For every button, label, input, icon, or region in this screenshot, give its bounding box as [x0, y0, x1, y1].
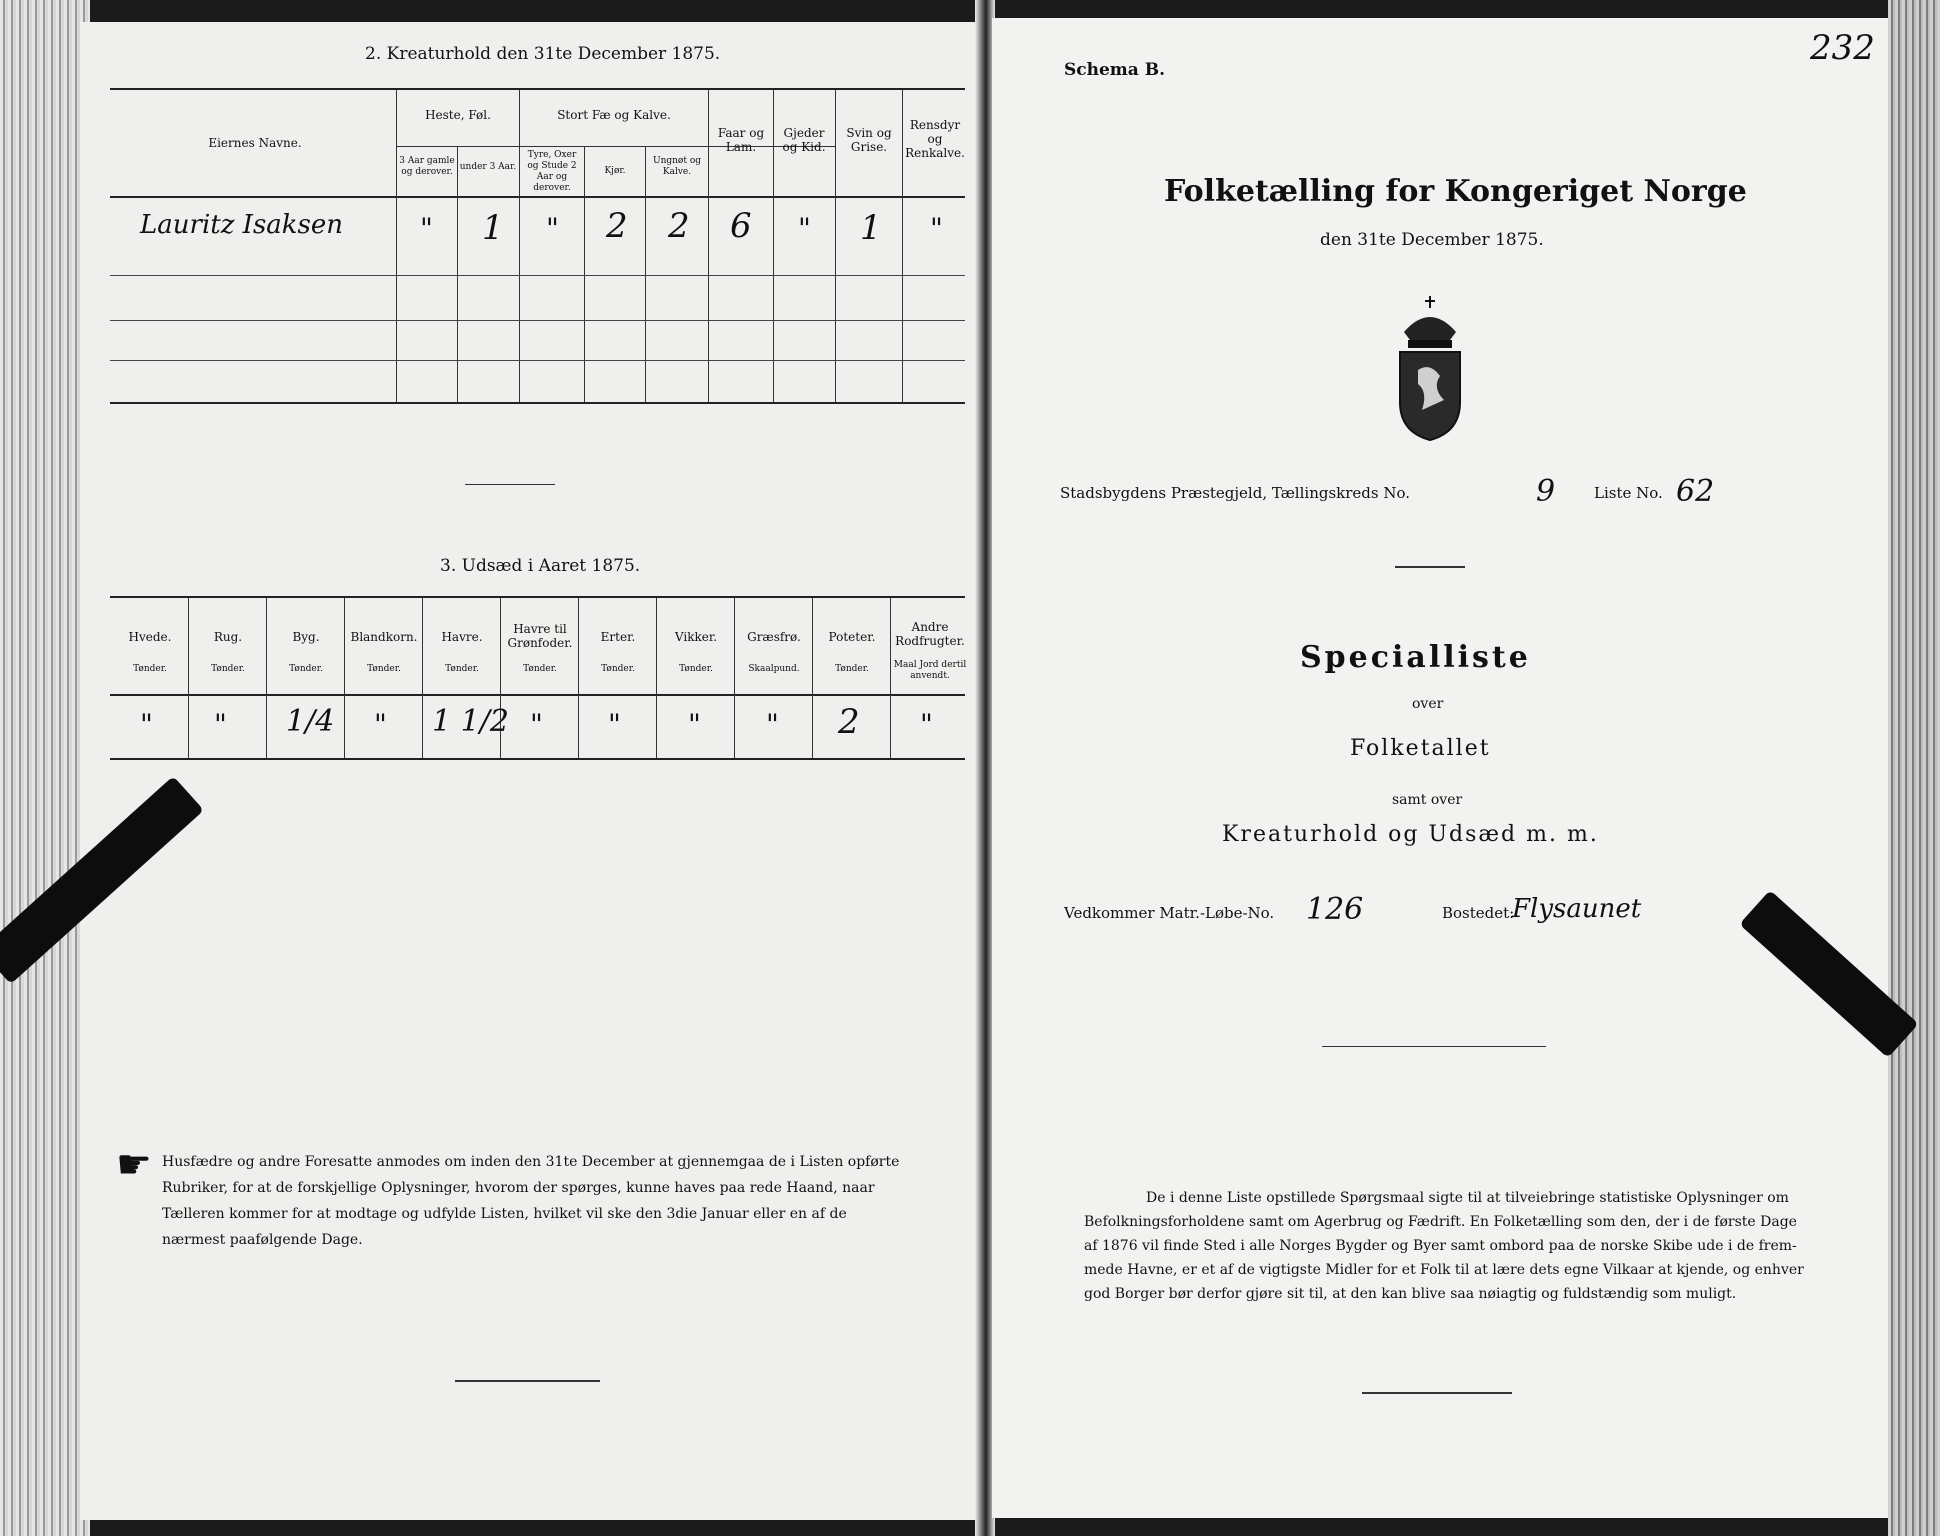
t3-header: Blandkorn. — [350, 630, 418, 644]
t2-vline — [773, 90, 774, 402]
left-page — [80, 22, 980, 1520]
t2-value: " — [420, 212, 433, 245]
header-gjeder: Gjeder og Kid. — [782, 126, 826, 154]
t3-header: Græsfrø. — [747, 630, 801, 644]
separator — [465, 484, 555, 485]
t3-value: 1 1/2 — [432, 704, 509, 739]
table3-header-rule — [110, 694, 965, 696]
matr-number: 126 — [1306, 892, 1364, 927]
date-line: den 31te December 1875. — [1320, 230, 1544, 250]
t2-value: " — [798, 212, 811, 245]
header-eiernes-navne: Eiernes Navne. — [208, 136, 302, 150]
t3-unit: Tønder. — [133, 664, 167, 674]
t3-vline — [812, 598, 813, 758]
t3-header: Vikker. — [674, 630, 718, 644]
header-heste-under3: under 3 Aar. — [459, 162, 517, 172]
t2-vline — [645, 146, 646, 402]
notice-line4: nærmest paafølgende Dage. — [162, 1232, 363, 1248]
samt-over-text: samt over — [1392, 792, 1463, 808]
t3-value: 1/4 — [286, 704, 335, 739]
table2-bottom-rule — [110, 402, 965, 404]
header-heste-3aar: 3 Aar gamle og derover. — [399, 156, 455, 177]
over-text: over — [1412, 696, 1444, 712]
t3-vline — [344, 598, 345, 758]
footer-line2: Befolkningsforholdene samt om Agerbrug og Fædrift. En Folketælling som den, der i de første Dage — [1084, 1214, 1797, 1230]
footer-line5: god Borger bør derfor gjøre sit til, at den kan blive saa nøiagtig og fuldstændig som muligt. — [1084, 1286, 1737, 1302]
header-tyre: Tyre, Oxer og Stude 2 Aar og derover. — [527, 150, 577, 193]
kreaturhold-text: Kreaturhold og Udsæd m. m. — [1222, 822, 1599, 847]
liste-number: 62 — [1676, 474, 1715, 509]
header-heste: Heste, Føl. — [425, 108, 491, 122]
t3-unit: Tønder. — [835, 664, 869, 674]
notice-line1: Husfædre og andre Foresatte anmodes om inden den 31te December at gjennemgaa de i Listen opførte — [162, 1154, 900, 1170]
section2-title: 2. Kreaturhold den 31te December 1875. — [365, 44, 721, 64]
t3-value: " — [374, 708, 387, 741]
vedkommer-label: Vedkommer Matr.-Løbe-No. — [1064, 904, 1275, 922]
header-faar: Faar og Lam. — [717, 126, 765, 154]
t2-row-line — [110, 360, 965, 361]
book-edge-right — [1888, 0, 1940, 1536]
t3-unit: Tønder. — [289, 664, 323, 674]
footer-line3: af 1876 vil finde Sted i alle Norges Bygder og Byer samt ombord paa de norske Skibe ude i de frem- — [1084, 1238, 1797, 1254]
bostedet-value: Flysaunet — [1512, 894, 1642, 924]
t3-value: " — [766, 708, 779, 741]
liste-label: Liste No. — [1594, 484, 1663, 502]
t3-unit: Tønder. — [679, 664, 713, 674]
t3-value: " — [214, 708, 227, 741]
section3-title: 3. Udsæd i Aaret 1875. — [440, 556, 641, 576]
t2-value: 2 — [606, 206, 628, 246]
page-number: 232 — [1810, 28, 1875, 68]
separator — [1362, 1392, 1512, 1394]
table2-subrule — [396, 146, 836, 147]
footer-line1: De i denne Liste opstillede Spørgsmaal sigte til at tilveiebringe statistiske Oplysninger om — [1146, 1190, 1789, 1206]
table3-bottom-rule — [110, 758, 965, 760]
t2-vline — [835, 90, 836, 402]
t3-vline — [422, 598, 423, 758]
t3-header: Havre til Grønfoder. — [507, 622, 573, 650]
t2-vline — [457, 146, 458, 402]
specialliste-title: Specialliste — [1300, 640, 1531, 675]
t3-unit: Skaalpund. — [748, 664, 800, 674]
t2-row-line — [110, 320, 965, 321]
t3-value: " — [608, 708, 621, 741]
parish-label: Stadsbygdens Præstegjeld, Tællingskreds No. — [1060, 484, 1411, 502]
t3-unit: Tønder. — [211, 664, 245, 674]
table2-header-rule — [110, 196, 965, 198]
t3-vline — [890, 598, 891, 758]
t2-vline — [519, 90, 520, 402]
t3-header: Hvede. — [128, 630, 172, 644]
t2-value: " — [930, 212, 943, 245]
t3-value: " — [920, 708, 933, 741]
separator — [455, 1380, 600, 1382]
t3-unit: Tønder. — [601, 664, 635, 674]
t3-header: Andre Rodfrugter. — [895, 620, 965, 648]
t3-unit: Tønder. — [523, 664, 557, 674]
separator — [1322, 1046, 1546, 1047]
folketallet-text: Folketallet — [1350, 736, 1491, 761]
schema-label: Schema B. — [1064, 60, 1166, 80]
t3-vline — [734, 598, 735, 758]
header-svin: Svin og Grise. — [846, 126, 892, 154]
t2-vline — [396, 90, 397, 402]
owner-name: Lauritz Isaksen — [140, 210, 344, 240]
t2-value: 1 — [482, 208, 504, 248]
book-edge-left — [0, 0, 90, 1536]
t3-header: Poteter. — [828, 630, 876, 644]
t2-vline — [584, 146, 585, 402]
t3-header: Erter. — [600, 630, 636, 644]
t3-vline — [266, 598, 267, 758]
t2-value: 6 — [730, 206, 752, 246]
t3-value: 2 — [838, 702, 860, 742]
header-stort-fae: Stort Fæ og Kalve. — [557, 108, 671, 122]
t3-header: Rug. — [213, 630, 243, 644]
pointing-hand-icon: ☛ — [116, 1142, 152, 1188]
t2-value: 1 — [860, 208, 882, 248]
notice-line2: Rubriker, for at de forskjellige Oplysninger, hvorom der spørges, kunne haves paa rede Haand, naar — [162, 1180, 875, 1196]
t2-value: " — [546, 212, 559, 245]
t3-unit: Tønder. — [367, 664, 401, 674]
t2-vline — [708, 90, 709, 402]
kreds-number: 9 — [1536, 474, 1556, 509]
header-kjor: Kjør. — [604, 166, 626, 176]
table3-top-rule — [110, 596, 965, 598]
t3-value: " — [688, 708, 701, 741]
t3-vline — [188, 598, 189, 758]
footer-line4: mede Havne, er et af de vigtigste Midler for et Folk til at lære dets egne Vilkaar at kjende, og enhver — [1084, 1262, 1804, 1278]
t3-unit: Tønder. — [445, 664, 479, 674]
coat-of-arms-icon — [1392, 292, 1468, 442]
t2-vline — [902, 90, 903, 402]
header-ungnot: Ungnøt og Kalve. — [652, 156, 701, 177]
t3-unit: Maal Jord dertil anvendt. — [893, 660, 967, 681]
t3-vline — [578, 598, 579, 758]
t3-value: " — [530, 708, 543, 741]
t3-value: " — [140, 708, 153, 741]
t2-row-line — [110, 275, 965, 276]
header-rensdyr: Rensdyr og Renkalve. — [905, 118, 965, 160]
separator — [1395, 566, 1465, 568]
bostedet-label: Bostedet: — [1442, 904, 1515, 922]
notice-line3: Tælleren kommer for at modtage og udfylde Listen, hvilket vil ske den 3die Januar eller en af de — [162, 1206, 847, 1222]
t3-header: Byg. — [292, 630, 320, 644]
main-title: Folketælling for Kongeriget Norge — [1164, 174, 1747, 209]
t2-value: 2 — [668, 206, 690, 246]
t3-vline — [656, 598, 657, 758]
t3-header: Havre. — [441, 630, 483, 644]
table2-top-rule — [110, 88, 965, 90]
